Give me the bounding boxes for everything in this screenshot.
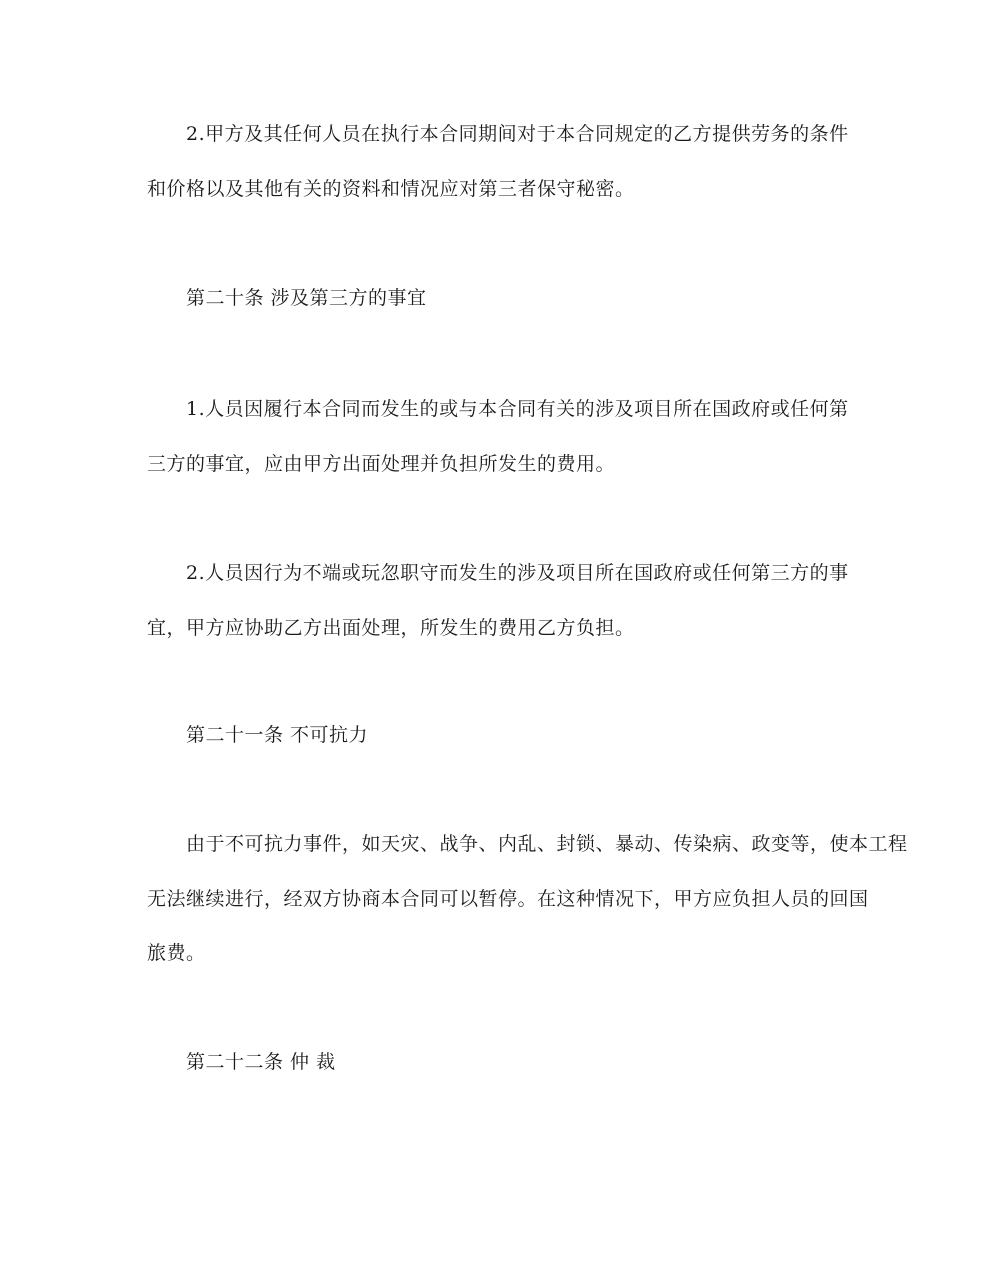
- article-21-body-line-1: 由于不可抗力事件，如天灾、战争、内乱、封锁、暴动、传染病、政变等，使本工程: [186, 833, 908, 855]
- article-20-item-2-line-1: 2.人员因行为不端或玩忽职守而发生的涉及项目所在国政府或任何第三方的事: [186, 562, 849, 584]
- paragraph-confidentiality-line-1: 2.甲方及其任何人员在执行本合同期间对于本合同规定的乙方提供劳务的条件: [186, 123, 849, 145]
- article-21-heading: 第二十一条 不可抗力: [186, 724, 369, 746]
- article-20-heading: 第二十条 涉及第三方的事宜: [186, 287, 427, 309]
- paragraph-confidentiality-line-2: 和价格以及其他有关的资料和情况应对第三者保守秘密。: [147, 178, 635, 200]
- article-20-item-1-line-2: 三方的事宜，应由甲方出面处理并负担所发生的费用。: [147, 453, 616, 475]
- article-20-item-1-line-1: 1.人员因履行本合同而发生的或与本合同有关的涉及项目所在国政府或任何第: [186, 398, 849, 420]
- article-20-item-2-line-2: 宜，甲方应协助乙方出面处理，所发生的费用乙方负担。: [147, 617, 635, 639]
- article-21-body-line-2: 无法继续进行，经双方协商本合同可以暂停。在这种情况下，甲方应负担人员的回国: [147, 888, 869, 910]
- article-21-body-line-3: 旅费。: [147, 942, 206, 964]
- article-22-heading: 第二十二条 仲 裁: [186, 1051, 336, 1073]
